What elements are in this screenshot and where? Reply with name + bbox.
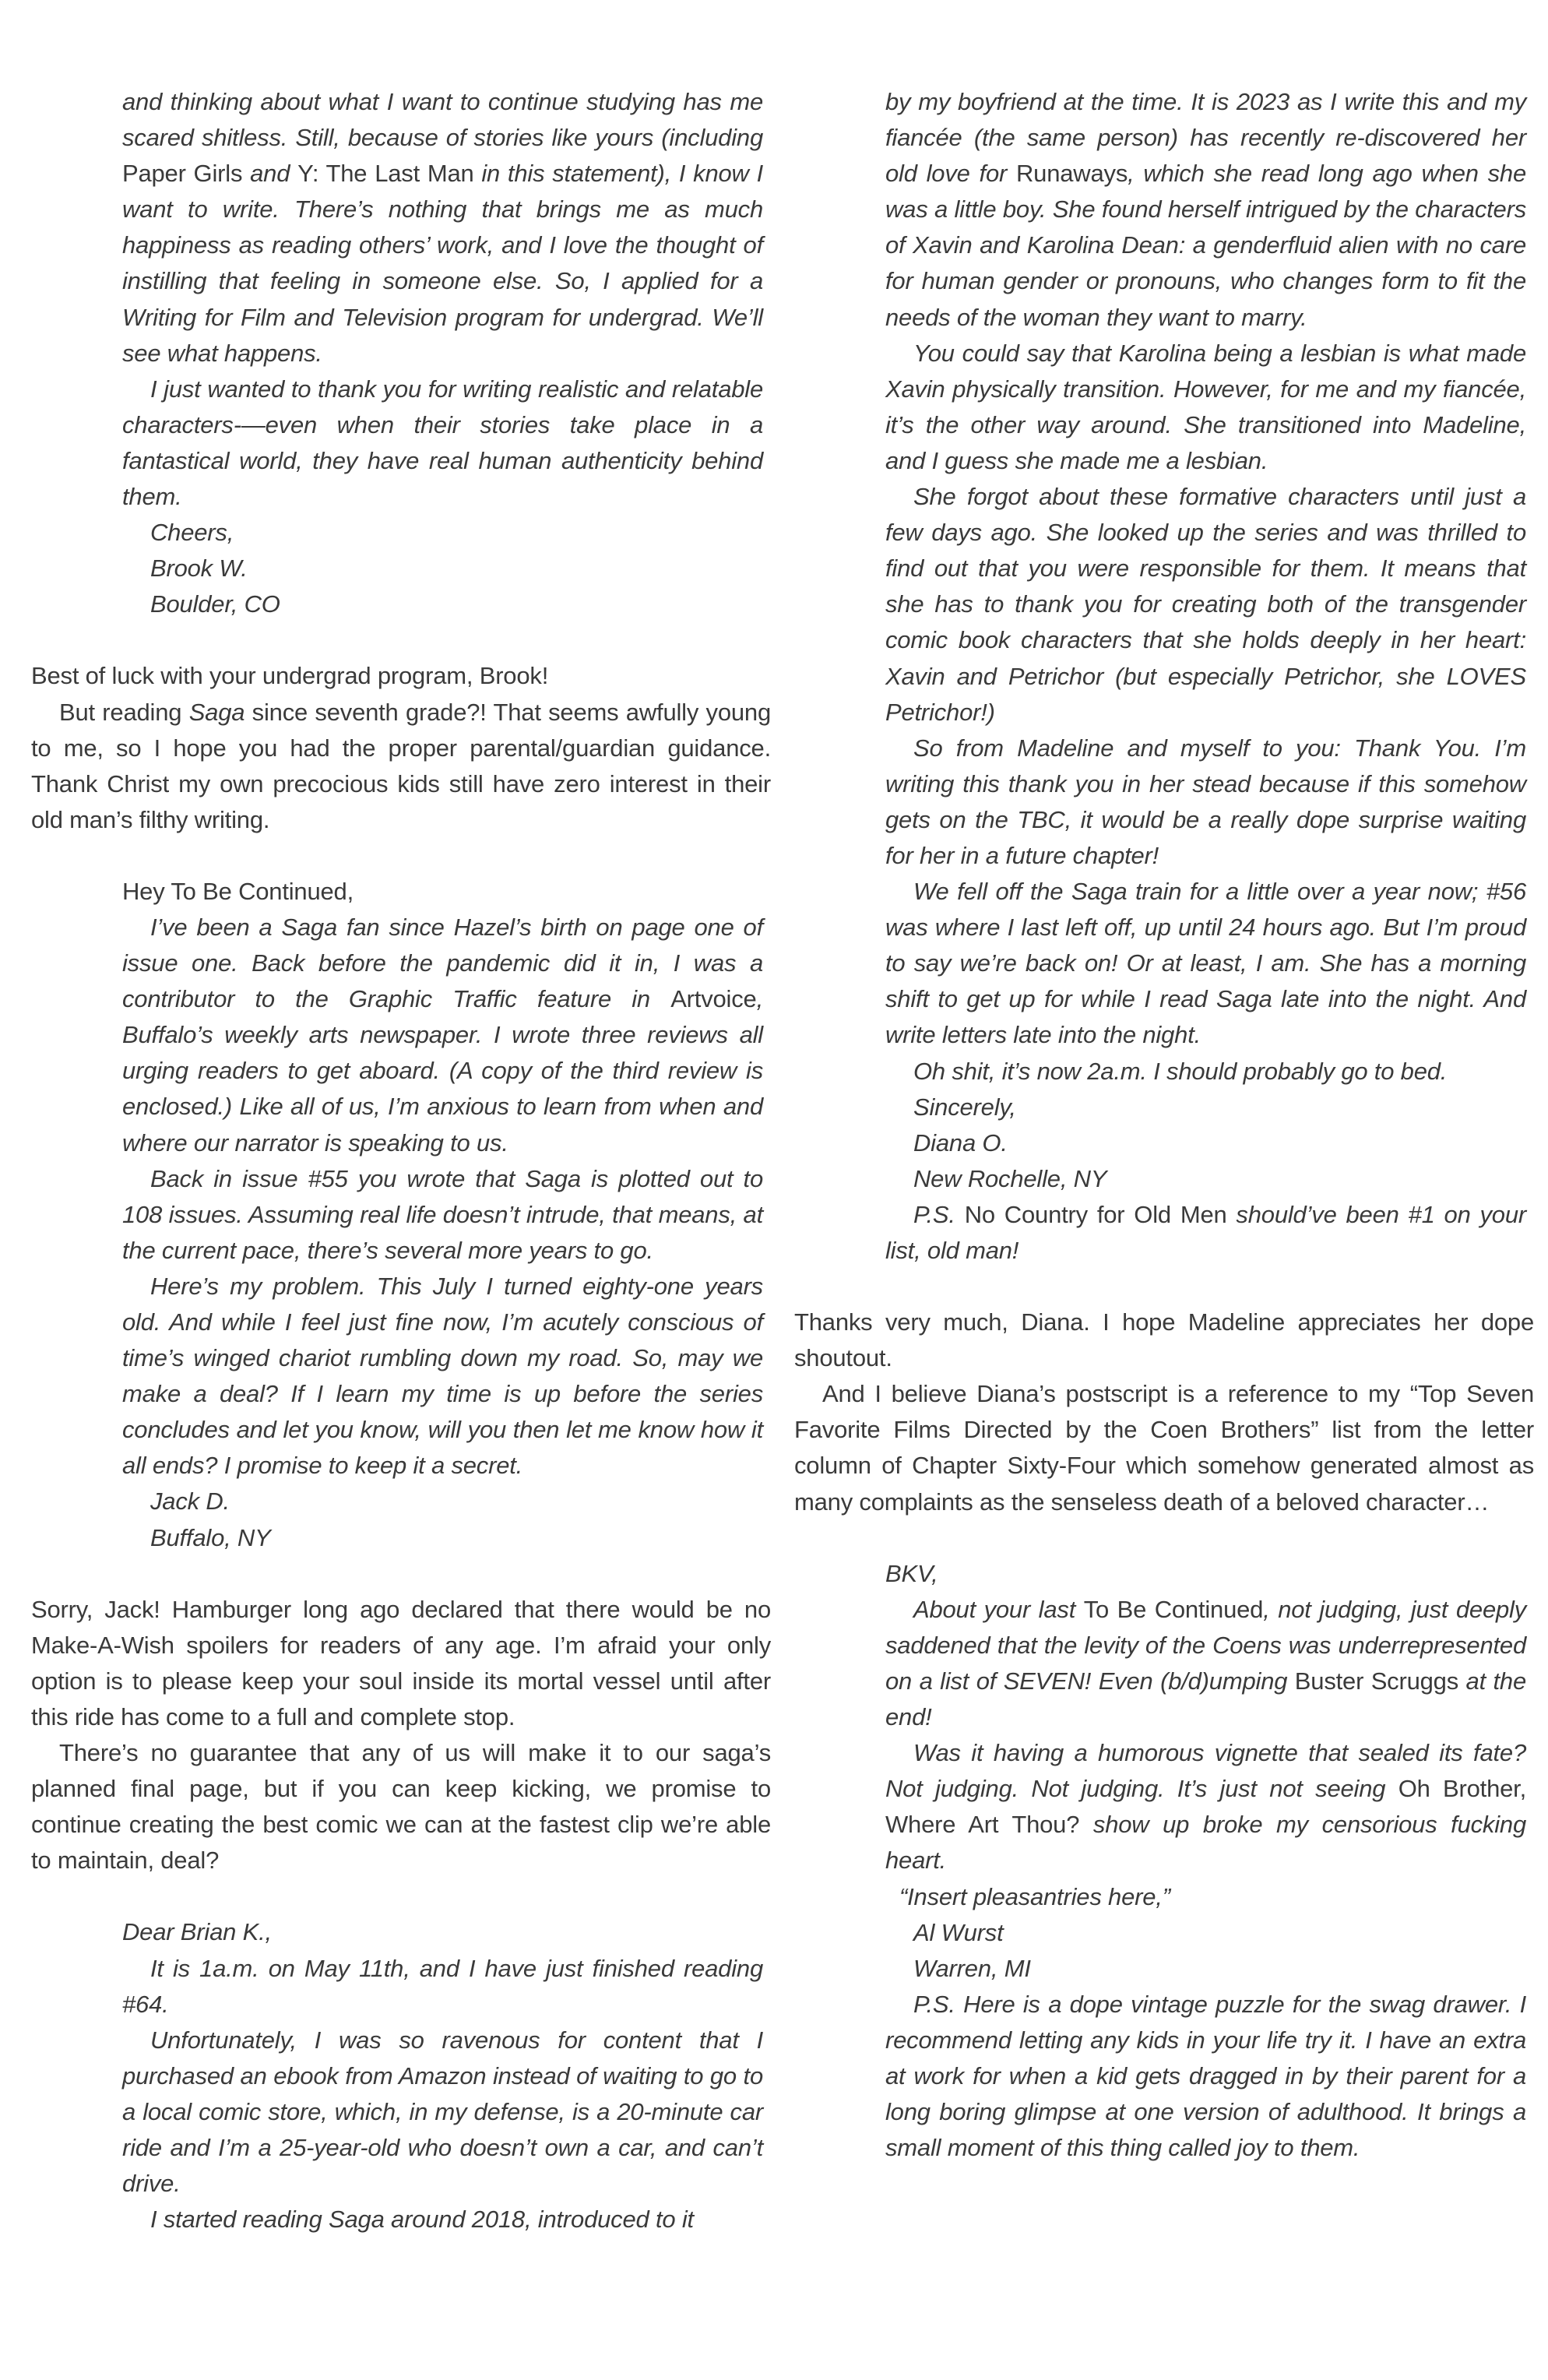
right-column: [794, 84, 1534, 2166]
letter-paragraph: I started reading Saga around 2018, introduced to it: [150, 2206, 694, 2234]
letter-diana-continued: [794, 84, 1534, 1269]
letter-al: [794, 1556, 1534, 2167]
letter-paragraph: I’ve been a Saga fan since Hazel’s birth on page one of issue one. Back before the pandemic did it in, I was a contributor to the Graphic Traffic feature in Artvoice, Buffalo’s weekly arts newspaper. I wrote three reviews all urging readers to get aboard. (A copy of the third review is enclosed.) Like all of us, I’m anxious to learn from when and where our narrator is speaking to us.: [122, 913, 763, 1157]
reply-paragraph: Thanks very much, Diana. I hope Madeline appreciates her dope shoutout.: [794, 1308, 1534, 1372]
reply-paragraph: There’s no guarantee that any of us will make it to our saga’s planned final page, but if you can keep kicking, we promise to continue creating the best comic we can at the fastest clip we’re able to maintain, deal?: [31, 1739, 771, 1875]
letter-signature: Jack D.: [150, 1488, 230, 1516]
reply-paragraph: Best of luck with your undergrad program, Brook!: [31, 662, 549, 690]
letter-salutation: Hey To Be Continued,: [122, 877, 354, 905]
letter-location: Boulder, CO: [150, 590, 280, 618]
reply-paragraph: Sorry, Jack! Hamburger long ago declared that there would be no Make-A-Wish spoilers for readers of any age. I’m afraid your only option is to please keep your soul inside its mortal vessel until after this ride has come to a full and complete stop.: [31, 1595, 771, 1730]
letter-diana: [31, 1914, 771, 2237]
letter-paragraph: Oh shit, it’s now 2a.m. I should probably go to bed.: [913, 1057, 1448, 1085]
letter-paragraph: Here’s my problem. This July I turned eighty-one years old. And while I feel just fine now, I’m acutely conscious of time’s winged chariot rumbling down my road. So, may we make a deal? If I learn my time is up before the series concludes and let you know, will you then let me know how it all ends? I promise to keep it a secret.: [122, 1272, 763, 1480]
letter-closing: Cheers,: [150, 519, 234, 547]
letter-paragraph: About your last To Be Continued, not judging, just deeply saddened that the levity of the Coens was underrepresented on a list of SEVEN! Even (b/d)umping Buster Scruggs at the end!: [885, 1595, 1527, 1731]
reply-brook: [31, 658, 771, 837]
letter-closing: Sincerely,: [913, 1093, 1016, 1121]
letter-closing: “Insert pleasantries here,”: [899, 1882, 1170, 1910]
letter-paragraph: She forgot about these formative characters until just a few days ago. She looked up the series and was thrilled to find out that you were responsible for them. It means that she has to thank you for creating both of the transgender comic book characters that she holds deeply in her heart: Xavin and Petrichor (but especially Petrichor, she LOVES Petrichor!): [885, 483, 1526, 726]
letter-paragraph: Unfortunately, I was so ravenous for content that I purchased an ebook from Amazon instead of waiting to go to a local comic store, which, in my defense, is a 20-minute car ride and I’m a 25-year-old who doesn’t own a car, and can’t drive.: [122, 2026, 763, 2198]
letter-location: Buffalo, NY: [150, 1523, 271, 1551]
reply-diana: [794, 1304, 1534, 1520]
letter-brook: [31, 84, 771, 622]
letter-salutation: Dear Brian K.,: [122, 1918, 272, 1946]
letter-postscript: P.S. Here is a dope vintage puzzle for the swag drawer. I recommend letting any kids in your life try it. I have an extra at work for when a kid gets dragged in by their parent for a long boring glimpse at one version of adulthood. It brings a small moment of this thing called joy to them.: [885, 1990, 1526, 2162]
letter-paragraph: It is 1a.m. on May 11th, and I have just finished reading #64.: [122, 1954, 763, 2018]
letter-location: New Rochelle, NY: [913, 1164, 1107, 1192]
letter-paragraph: I just wanted to thank you for writing realistic and relatable characters-—even when their stories take place in a fantastical world, they have real human authenticity behind them.: [122, 375, 763, 511]
letter-paragraph: and thinking about what I want to continue studying has me scared shitless. Still, because of stories like yours (including Paper Girls and Y: The Last Man in this statement), I know I want to write. There’s nothing that brings me as much happiness as reading others’ work, and I love the thought of instilling that feeling in someone else. So, I applied for a Writing for Film and Television program for undergrad. We’ll see what happens.: [122, 88, 763, 367]
letter-paragraph: Was it having a humorous vignette that sealed its fate? Not judging. Not judging. It’s just not seeing Oh Brother, Where Art Thou? show up broke my censorious fucking heart.: [885, 1739, 1527, 1875]
letter-salutation: BKV,: [885, 1559, 938, 1587]
letter-paragraph: You could say that Karolina being a lesbian is what made Xavin physically transition. However, for me and my fiancée, it’s the other way around. She transitioned into Madeline, and I guess she made me a lesbian.: [885, 339, 1526, 474]
letter-paragraph: So from Madeline and myself to you: Thank You. I’m writing this thank you in her stead because if this somehow gets on the TBC, it would be a really dope surprise waiting for her in a future chapter!: [885, 734, 1526, 869]
letter-paragraph: We fell off the Saga train for a little over a year now; #56 was where I last left off, up until 24 hours ago. But I’m proud to say we’re back on! Or at least, I am. She has a morning shift to get up for while I read Saga late into the night. And write letters late into the night.: [885, 878, 1526, 1049]
letter-postscript: P.S. No Country for Old Men should’ve been #1 on your list, old man!: [885, 1200, 1527, 1264]
letter-paragraph: by my boyfriend at the time. It is 2023 as I write this and my fiancée (the same person) has recently re-discovered her old love for Runaways, which she read long ago when she was a little boy. She found herself intrigued by the characters of Xavin and Karolina Dean: a genderfluid alien with no care for human gender or pronouns, who changes form to fit the needs of the woman they want to marry.: [885, 88, 1527, 331]
letter-location: Warren, MI: [913, 1954, 1031, 1982]
letter-signature: Diana O.: [913, 1128, 1008, 1157]
letter-paragraph: Back in issue #55 you wrote that Saga is plotted out to 108 issues. Assuming real life doesn’t intrude, that means, at the current pace, there’s several more years to go.: [122, 1164, 763, 1264]
letter-jack: [31, 874, 771, 1556]
reply-paragraph: But reading Saga since seventh grade?! That seems awfully young to me, so I hope you had the proper parental/guardian guidance. Thank Christ my own precocious kids still have zero interest in their old man’s filthy writing.: [31, 698, 772, 833]
reply-jack: [31, 1592, 771, 1879]
reply-paragraph: And I believe Diana’s postscript is a reference to my “Top Seven Favorite Films Directed by the Coen Brothers” list from the letter column of Chapter Sixty-Four which somehow generated almost as many complaints as the senseless death of a beloved character…: [794, 1380, 1534, 1516]
letter-signature: Al Wurst: [913, 1918, 1004, 1946]
left-column: [31, 84, 771, 2237]
letter-signature: Brook W.: [150, 555, 248, 583]
